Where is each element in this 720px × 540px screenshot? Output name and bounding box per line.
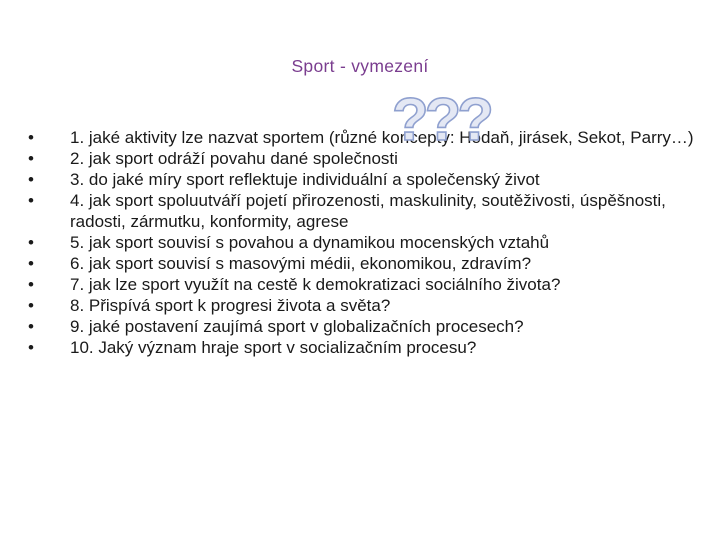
question-marks-graphic: ???: [392, 86, 490, 153]
list-item: [28, 148, 708, 169]
list-item: [28, 190, 708, 232]
list-item: [28, 295, 708, 316]
list-item: [28, 316, 708, 337]
list-item: [28, 169, 708, 190]
list-item: [28, 127, 708, 148]
list-item-text: 1. jaké aktivity lze nazvat sportem (různé koncepty: Hodaň, jirásek, Sekot, Parry…): [70, 128, 694, 147]
bullet-dot-icon: •: [28, 296, 34, 315]
list-item: [28, 253, 708, 274]
list-item-text: 7. jak lze sport využít na cestě k demokratizaci sociálního života?: [70, 275, 561, 294]
bullet-dot-icon: •: [28, 254, 34, 273]
bullet-dot-icon: •: [28, 338, 34, 357]
list-item-text: 2. jak sport odráží povahu dané společnosti: [70, 149, 398, 168]
list-item: [28, 337, 708, 358]
list-item-text: 3. do jaké míry sport reflektuje individuální a společenský život: [70, 170, 540, 189]
list-item-text: 6. jak sport souvisí s masovými médii, ekonomikou, zdravím?: [70, 254, 532, 273]
list-item-text: 4. jak sport spoluutváří pojetí přirozenosti, maskulinity, soutěživosti, úspěšnosti, radosti, zármutku, konformity, agrese: [70, 191, 666, 231]
list-item-text: 5. jak sport souvisí s povahou a dynamikou mocenských vztahů: [70, 233, 550, 252]
list-item-text: 9. jaké postavení zaujímá sport v globalizačních procesech?: [70, 317, 524, 336]
bullet-dot-icon: •: [28, 149, 34, 168]
list-item-text: 10. Jaký význam hraje sport v socializačním procesu?: [70, 338, 477, 357]
list-item: [28, 274, 708, 295]
list-item-text: 8. Přispívá sport k progresi života a světa?: [70, 296, 391, 315]
bullet-dot-icon: •: [28, 191, 34, 210]
bullet-dot-icon: •: [28, 170, 34, 189]
bullet-dot-icon: •: [28, 233, 34, 252]
bullet-dot-icon: •: [28, 128, 34, 147]
bullet-list: [28, 127, 708, 358]
bullet-dot-icon: •: [28, 275, 34, 294]
list-item: [28, 232, 708, 253]
bullet-dot-icon: •: [28, 317, 34, 336]
slide-title: Sport - vymezení: [291, 56, 429, 76]
